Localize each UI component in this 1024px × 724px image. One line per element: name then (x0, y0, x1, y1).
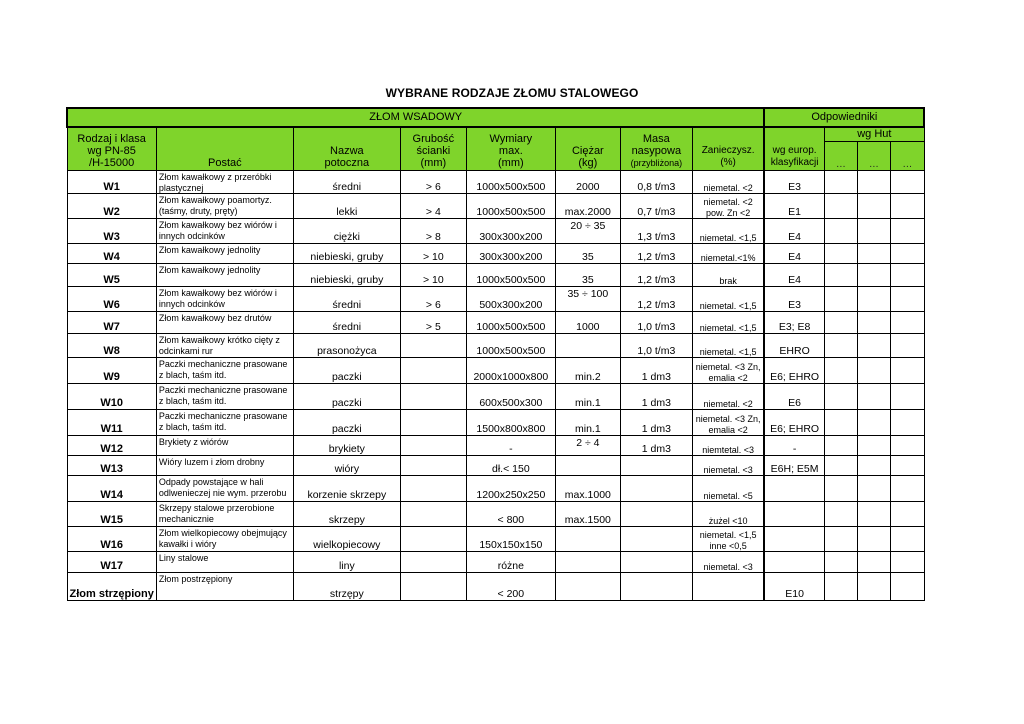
row-masa: 1 dm3 (620, 384, 692, 410)
row-europ: - (764, 436, 824, 456)
row-grubosc (400, 552, 466, 573)
row-hut-1 (824, 194, 857, 219)
row-hut-2 (857, 312, 890, 334)
row-masa: 1,2 t/m3 (620, 264, 692, 287)
row-postac: Skrzepy stalowe przerobione mechanicznie (156, 502, 293, 527)
row-code: W11 (67, 410, 156, 436)
table-row (67, 171, 924, 194)
row-europ: E6; EHRO (764, 358, 824, 384)
row-hut-3 (890, 502, 924, 527)
row-ciezar: max.1500 (555, 502, 620, 527)
row-wymiary: 1000x500x500 (466, 334, 555, 358)
col-rodzaj-line1: Rodzaj i klasa (77, 133, 146, 145)
row-wymiary: - (466, 436, 555, 456)
row-hut-1 (824, 476, 857, 502)
row-code: W3 (67, 219, 156, 244)
row-wymiary: 1000x500x500 (466, 264, 555, 287)
row-nazwa: wióry (293, 456, 400, 476)
row-ciezar: min.2 (555, 358, 620, 384)
row-masa: 1 dm3 (620, 410, 692, 436)
row-europ: E3 (764, 287, 824, 312)
row-masa (620, 476, 692, 502)
table-row (67, 456, 924, 476)
row-zanieczyszczenia: niemetal. <1,5 (692, 312, 764, 334)
row-hut-2 (857, 171, 890, 194)
row-hut-2 (857, 358, 890, 384)
row-masa: 1,0 t/m3 (620, 312, 692, 334)
row-postac: Złom kawałkowy z przeróbki plastycznej (156, 171, 293, 194)
group-zlom-wsadowy: ZŁOM WSADOWY (67, 108, 764, 127)
row-ciezar: max.2000 (555, 194, 620, 219)
table-row (67, 436, 924, 456)
row-zanieczyszczenia: niemtetal. <3 (692, 436, 764, 456)
col-wg-hut-header: wg Hut (824, 127, 924, 142)
row-postac: Paczki mechaniczne prasowane z blach, taśm itd. (156, 410, 293, 436)
row-europ: E6H; E5M (764, 456, 824, 476)
row-nazwa: korzenie skrzepy (293, 476, 400, 502)
row-hut-2 (857, 287, 890, 312)
row-hut-3 (890, 287, 924, 312)
row-wymiary: 500x300x200 (466, 287, 555, 312)
row-hut-3 (890, 244, 924, 264)
row-hut-1 (824, 502, 857, 527)
row-wymiary: 600x500x300 (466, 384, 555, 410)
table-row (67, 312, 924, 334)
table-row (67, 502, 924, 527)
row-code: W4 (67, 244, 156, 264)
row-hut-1 (824, 219, 857, 244)
row-wymiary: 1000x500x500 (466, 194, 555, 219)
col-nazwa-header (293, 127, 400, 171)
row-europ: E6; EHRO (764, 410, 824, 436)
row-grubosc: > 4 (400, 194, 466, 219)
row-europ: E4 (764, 244, 824, 264)
row-hut-2 (857, 334, 890, 358)
row-nazwa: liny (293, 552, 400, 573)
row-hut-1 (824, 171, 857, 194)
row-code: W16 (67, 527, 156, 552)
row-hut-2 (857, 456, 890, 476)
row-ciezar: min.1 (555, 384, 620, 410)
row-masa (620, 552, 692, 573)
row-hut-3 (890, 436, 924, 456)
col-grubosc-line1: Grubość (412, 133, 455, 145)
row-hut-3 (890, 171, 924, 194)
row-wymiary: 2000x1000x800 (466, 358, 555, 384)
row-postac: Złom kawałkowy bez wiórów i innych odcinków (156, 287, 293, 312)
row-europ: E10 (764, 573, 824, 601)
row-hut-3 (890, 573, 924, 601)
col-ciezar-line2: (kg) (578, 157, 598, 169)
col-nazwa-line2: potoczna (324, 157, 370, 169)
col-rodzaj-line2: wg PN-85 (87, 145, 136, 157)
row-masa (620, 456, 692, 476)
table-row (67, 334, 924, 358)
row-grubosc: > 6 (400, 287, 466, 312)
row-nazwa: skrzepy (293, 502, 400, 527)
row-hut-3 (890, 410, 924, 436)
row-zanieczyszczenia: niemetal. <3 Zn, emalia <2 (692, 410, 764, 436)
row-grubosc: > 5 (400, 312, 466, 334)
row-masa (620, 527, 692, 552)
row-europ: E1 (764, 194, 824, 219)
table-row (67, 264, 924, 287)
col-wymiary-line2: max. (498, 145, 523, 157)
row-postac: Brykiety z wiórów (156, 436, 293, 456)
col-nazwa-line1: Nazwa (330, 145, 364, 157)
row-europ (764, 552, 824, 573)
table-row (67, 244, 924, 264)
col-hut-2-header: … (857, 142, 890, 171)
row-zanieczyszczenia: niemetal. <1,5 (692, 287, 764, 312)
col-masa-line2: nasypowa (631, 145, 682, 157)
row-nazwa: wielkopiecowy (293, 527, 400, 552)
row-nazwa: niebieski, gruby (293, 244, 400, 264)
row-hut-3 (890, 264, 924, 287)
row-code: W15 (67, 502, 156, 527)
row-hut-3 (890, 456, 924, 476)
row-wymiary: 1000x500x500 (466, 312, 555, 334)
row-hut-3 (890, 476, 924, 502)
row-ciezar (555, 552, 620, 573)
row-grubosc (400, 502, 466, 527)
row-europ (764, 476, 824, 502)
row-grubosc: > 10 (400, 264, 466, 287)
row-hut-2 (857, 502, 890, 527)
row-masa: 1,2 t/m3 (620, 244, 692, 264)
row-hut-1 (824, 244, 857, 264)
row-nazwa: ciężki (293, 219, 400, 244)
row-masa: 1,0 t/m3 (620, 334, 692, 358)
table-row (67, 410, 924, 436)
row-postac: Złom postrzępiony (156, 573, 293, 601)
col-masa-line3: (przybliżona) (630, 158, 683, 168)
row-grubosc: > 10 (400, 244, 466, 264)
group-odpowiedniki: Odpowiedniki (764, 108, 924, 127)
row-hut-2 (857, 573, 890, 601)
row-europ: EHRO (764, 334, 824, 358)
row-code: W7 (67, 312, 156, 334)
row-code: W5 (67, 264, 156, 287)
row-hut-2 (857, 476, 890, 502)
row-hut-3 (890, 358, 924, 384)
row-postac: Wióry luzem i złom drobny (156, 456, 293, 476)
table-row (67, 476, 924, 502)
row-code: W2 (67, 194, 156, 219)
row-hut-2 (857, 264, 890, 287)
row-ciezar: 35 (555, 264, 620, 287)
row-zanieczyszczenia: niemetal. <1,5 (692, 334, 764, 358)
row-europ: E4 (764, 264, 824, 287)
col-wymiary-line1: Wymiary (489, 133, 533, 145)
row-code: Złom strzępiony (67, 573, 156, 601)
col-grubosc-line2: ścianki (416, 145, 451, 157)
row-masa (620, 502, 692, 527)
document-title: WYBRANE RODZAJE ZŁOMU STALOWEGO (385, 86, 639, 100)
row-code: W14 (67, 476, 156, 502)
col-rodzaj-header (67, 127, 156, 171)
row-postac: Paczki mechaniczne prasowane z blach, taśm itd. (156, 384, 293, 410)
row-grubosc (400, 334, 466, 358)
row-hut-3 (890, 334, 924, 358)
col-zan-line2: (%) (720, 157, 736, 168)
row-postac: Liny stalowe (156, 552, 293, 573)
row-nazwa: średni (293, 312, 400, 334)
row-code: W10 (67, 384, 156, 410)
row-zanieczyszczenia: brak (692, 264, 764, 287)
row-zanieczyszczenia: niemetal. <5 (692, 476, 764, 502)
row-wymiary: różne (466, 552, 555, 573)
row-postac: Paczki mechaniczne prasowane z blach, taśm itd. (156, 358, 293, 384)
row-masa: 0,7 t/m3 (620, 194, 692, 219)
row-code: W9 (67, 358, 156, 384)
row-wymiary: < 200 (466, 573, 555, 601)
row-grubosc (400, 476, 466, 502)
row-masa (620, 573, 692, 601)
row-europ: E4 (764, 219, 824, 244)
row-zanieczyszczenia: niemetal. <2 (692, 384, 764, 410)
row-code: W8 (67, 334, 156, 358)
row-ciezar: min.1 (555, 410, 620, 436)
table-row (67, 552, 924, 573)
row-masa: 1 dm3 (620, 358, 692, 384)
row-hut-2 (857, 244, 890, 264)
col-europ-line2: klasyfikacji (770, 157, 819, 168)
row-hut-2 (857, 384, 890, 410)
row-grubosc (400, 573, 466, 601)
row-postac: Złom kawałkowy jednolity (156, 264, 293, 287)
row-zanieczyszczenia: niemetal. <2 pow. Zn <2 (692, 194, 764, 219)
row-zanieczyszczenia: niemetal. <3 (692, 456, 764, 476)
row-postac: Złom kawałkowy krótko cięty z odcinkami rur (156, 334, 293, 358)
row-wymiary: 1000x500x500 (466, 171, 555, 194)
row-hut-1 (824, 358, 857, 384)
row-europ: E3; E8 (764, 312, 824, 334)
table-row (67, 384, 924, 410)
table-row (67, 219, 924, 244)
row-zanieczyszczenia: niemetal. <1,5 inne <0,5 (692, 527, 764, 552)
row-grubosc (400, 358, 466, 384)
col-zan-header (692, 127, 764, 171)
row-nazwa: średni (293, 287, 400, 312)
table-row (67, 358, 924, 384)
row-postac: Odpady powstające w hali odlwenieczej nie wym. przerobu (156, 476, 293, 502)
row-nazwa: brykiety (293, 436, 400, 456)
row-zanieczyszczenia: żużel <10 (692, 502, 764, 527)
row-nazwa: strzępy (293, 573, 400, 601)
row-grubosc (400, 436, 466, 456)
row-nazwa: paczki (293, 358, 400, 384)
col-wymiary-header (466, 127, 555, 171)
row-nazwa: niebieski, gruby (293, 264, 400, 287)
row-hut-3 (890, 312, 924, 334)
row-wymiary: < 800 (466, 502, 555, 527)
row-zanieczyszczenia (692, 573, 764, 601)
row-europ: E3 (764, 171, 824, 194)
col-rodzaj-line3: /H-15000 (89, 157, 135, 169)
row-grubosc (400, 456, 466, 476)
table-row (67, 287, 924, 312)
row-ciezar: max.1000 (555, 476, 620, 502)
col-zan-line1: Zanieczysz. (701, 145, 755, 156)
row-postac: Złom kawałkowy bez drutów (156, 312, 293, 334)
row-hut-3 (890, 219, 924, 244)
row-code: W1 (67, 171, 156, 194)
header-row-1 (67, 127, 924, 142)
table-row (67, 194, 924, 219)
row-code: W6 (67, 287, 156, 312)
col-europ-line1: wg europ. (772, 145, 817, 156)
row-hut-1 (824, 552, 857, 573)
row-postac: Złom kawałkowy poamortyz. (taśmy, druty, pręty) (156, 194, 293, 219)
row-hut-3 (890, 527, 924, 552)
row-zanieczyszczenia: niemetal. <2 (692, 171, 764, 194)
row-ciezar (555, 456, 620, 476)
row-wymiary: 1500x800x800 (466, 410, 555, 436)
col-ciezar-line1: Ciężar (571, 145, 604, 157)
col-europ-header (764, 127, 824, 171)
row-grubosc (400, 410, 466, 436)
row-europ (764, 502, 824, 527)
row-wymiary: 300x300x200 (466, 244, 555, 264)
row-postac: Złom kawałkowy bez wiórów i innych odcinków (156, 219, 293, 244)
header-group-row (67, 108, 924, 127)
row-masa: 1,3 t/m3 (620, 219, 692, 244)
row-zanieczyszczenia: niemetal.<1% (692, 244, 764, 264)
row-code: W17 (67, 552, 156, 573)
row-grubosc: > 6 (400, 171, 466, 194)
col-postac-header: Postać (156, 127, 293, 171)
row-ciezar: 2000 (555, 171, 620, 194)
row-wymiary: 300x300x200 (466, 219, 555, 244)
row-nazwa: prasonożyca (293, 334, 400, 358)
col-grubosc-line3: (mm) (420, 157, 447, 169)
row-hut-2 (857, 219, 890, 244)
row-grubosc (400, 384, 466, 410)
row-ciezar: 1000 (555, 312, 620, 334)
col-grubosc-header (400, 127, 466, 171)
row-ciezar: 20 ÷ 35 (555, 219, 620, 244)
row-zanieczyszczenia: niemetal. <3 Zn, emalia <2 (692, 358, 764, 384)
row-wymiary: 150x150x150 (466, 527, 555, 552)
row-hut-1 (824, 334, 857, 358)
row-hut-1 (824, 312, 857, 334)
col-hut-1-header: … (824, 142, 857, 171)
row-nazwa: paczki (293, 384, 400, 410)
row-nazwa: średni (293, 171, 400, 194)
row-ciezar (555, 527, 620, 552)
row-code: W13 (67, 456, 156, 476)
row-nazwa: lekki (293, 194, 400, 219)
row-ciezar (555, 334, 620, 358)
row-hut-1 (824, 384, 857, 410)
row-hut-1 (824, 264, 857, 287)
row-ciezar: 35 (555, 244, 620, 264)
row-hut-2 (857, 552, 890, 573)
row-code: W12 (67, 436, 156, 456)
row-ciezar: 2 ÷ 4 (555, 436, 620, 456)
row-ciezar (555, 573, 620, 601)
row-hut-2 (857, 527, 890, 552)
table-row (67, 527, 924, 552)
row-hut-3 (890, 552, 924, 573)
row-masa: 1,2 t/m3 (620, 287, 692, 312)
row-masa: 0,8 t/m3 (620, 171, 692, 194)
col-hut-3-header: … (890, 142, 924, 171)
row-wymiary: dł.< 150 (466, 456, 555, 476)
row-nazwa: paczki (293, 410, 400, 436)
col-wymiary-line3: (mm) (498, 157, 524, 169)
col-masa-header (620, 127, 692, 171)
col-ciezar-header (555, 127, 620, 171)
row-hut-2 (857, 436, 890, 456)
row-europ (764, 527, 824, 552)
row-hut-3 (890, 194, 924, 219)
table-row (67, 573, 924, 601)
row-grubosc: > 8 (400, 219, 466, 244)
row-zanieczyszczenia: niemetal. <3 (692, 552, 764, 573)
row-masa: 1 dm3 (620, 436, 692, 456)
scrap-types-table (66, 107, 925, 601)
row-europ: E6 (764, 384, 824, 410)
row-postac: Złom wielkopiecowy obejmujący kawałki i wióry (156, 527, 293, 552)
row-hut-2 (857, 194, 890, 219)
row-hut-1 (824, 410, 857, 436)
row-wymiary: 1200x250x250 (466, 476, 555, 502)
row-hut-1 (824, 456, 857, 476)
row-hut-1 (824, 287, 857, 312)
col-masa-line1: Masa (642, 133, 670, 145)
row-hut-2 (857, 410, 890, 436)
row-ciezar: 35 ÷ 100 (555, 287, 620, 312)
row-hut-1 (824, 436, 857, 456)
row-grubosc (400, 527, 466, 552)
row-hut-1 (824, 527, 857, 552)
row-zanieczyszczenia: niemetal. <1,5 (692, 219, 764, 244)
row-hut-3 (890, 384, 924, 410)
row-hut-1 (824, 573, 857, 601)
row-postac: Złom kawałkowy jednolity (156, 244, 293, 264)
